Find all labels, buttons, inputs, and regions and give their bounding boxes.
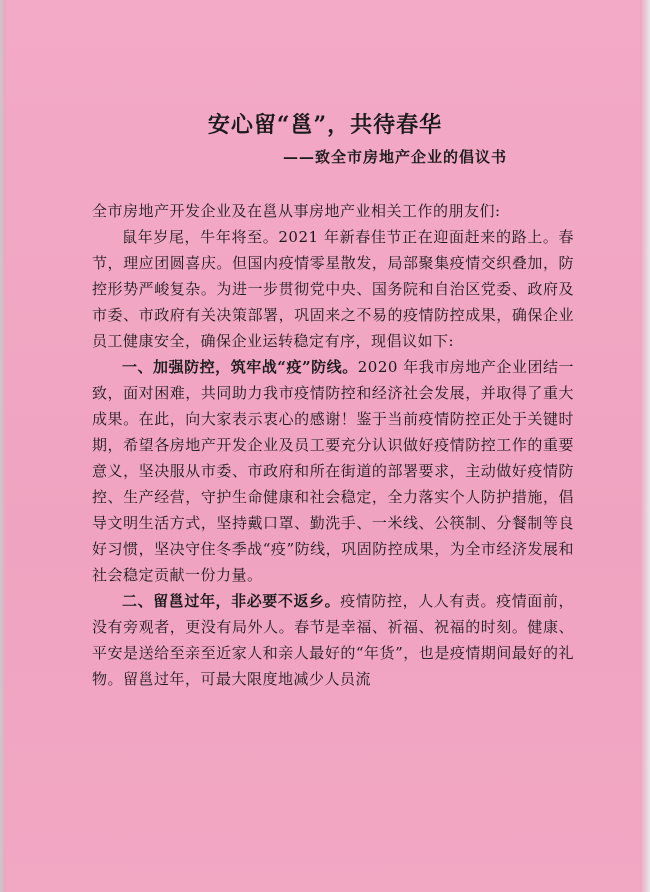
document-subtitle: ——致全市房地产企业的倡议书 <box>283 148 508 166</box>
item-1-paragraph <box>92 354 574 588</box>
item-2-heading: 二、留邕过年，非必要不返乡。 <box>122 592 341 610</box>
salutation: 全市房地产开发企业及在邕从事房地产业相关工作的朋友们: <box>92 202 501 220</box>
item-2-paragraph <box>92 588 574 692</box>
item-1-text: 2020 年我市房地产企业团结一致，面对困难，共同助力我市疫情防控和经济社会发展，并取得了重大成果。在此，向大家表示衷心的感谢！鉴于当前疫情防控正处于关键时期，希望各房地产开发企业及员工要充分认识做好疫情防控工作的重要意义，坚决服从市委、市政府和所在街道的部署要求，主动做好疫情防控、生产经营，守护生命健康和社会稳定，全力落实个人防护措施，倡导文明生活方式，坚持戴口罩、勤洗手、一米线、公筷制、分餐制等良好习惯，坚决守住冬季战“疫”防线，巩固防控成果，为全市经济发展和社会稳定贡献一份力量。 <box>92 358 574 584</box>
item-2-text: 疫情防控，人人有责。疫情面前，没有旁观者，更没有局外人。春节是幸福、祈福、祝福的时刻。健康、平安是送给至亲至近家人和亲人最好的“年货”，也是疫情期间最好的礼物。留邕过年，可最大限度地减少人员流 <box>92 592 574 688</box>
document-title: 安心留“邕”，共待春华 <box>207 112 443 138</box>
document-body <box>92 198 574 692</box>
item-1-heading: 一、加强防控，筑牢战“疫”防线。 <box>122 358 358 376</box>
intro-paragraph: 鼠年岁尾，牛年将至。2021 年新春佳节正在迎面赶来的路上。春节，理应团圆喜庆。但国内疫情零星散发，局部聚集疫情交织叠加，防控形势严峻复杂。为进一步贯彻党中央、国务院和自治区党委、政府及市委、市政府有关决策部署，巩固来之不易的疫情防控成果，确保企业员工健康安全，确保企业运转稳定有序，现倡议如下: <box>92 228 574 350</box>
